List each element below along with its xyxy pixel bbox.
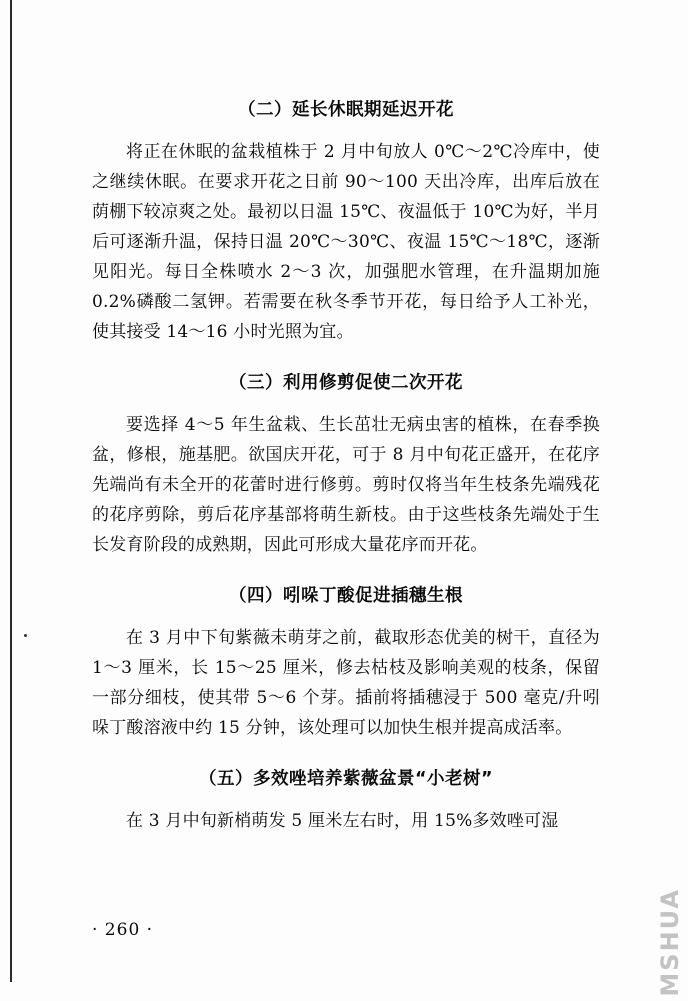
scan-speck — [24, 634, 27, 637]
section-paragraph: 在 3 月中旬新梢萌发 5 厘米左右时，用 15%多效唑可湿 — [126, 811, 559, 831]
section-paragraph: 将正在休眠的盆栽植株于 2 月中旬放人 0℃～2℃冷库中，使之继续休眠。在要求开花之日前 90～100 天出冷库，出库后放在荫棚下较凉爽之处。最初以日温 15℃、夜温低于 10℃为好，半月后可逐渐升温，保持日温 20℃～30℃、夜温 15℃～18℃，逐渐见阳光。每日全株喷水 2～3 次，加强肥水管理，在升温期加施 0.2%磷酸二氢钾。若需要在秋冬季节开花，每日给予人工补光，使其接受 14～16 小时光照为宜。 — [92, 142, 600, 342]
page-number: · 260 · — [92, 920, 154, 940]
section-block — [92, 96, 600, 347]
page-edge-rule-top — [10, 0, 12, 62]
section-heading: （五）多效唑培养紫薇盆景“小老树” — [198, 769, 493, 789]
section-heading: （三）利用修剪促使二次开花 — [229, 373, 463, 393]
section-block — [92, 582, 600, 743]
section-paragraph: 要选择 4～5 年生盆栽、生长茁壮无病虫害的植株，在春季换盆，修根，施基肥。欲国庆开花，可于 8 月中旬花正盛开，在花序先端尚有未全开的花蕾时进行修剪。剪时仅将当年生枝条先端残花的花序剪除，剪后花序基部将萌生新枝。由于这些枝条先端处于生长发育阶段的成熟期，因此可形成大量花序而开花。 — [92, 415, 600, 555]
watermark: MSHUA — [656, 888, 684, 997]
page-edge-rule-bottom — [10, 62, 12, 982]
section-block — [92, 765, 600, 836]
section-heading: （四）吲哚丁酸促进插穗生根 — [229, 586, 463, 606]
section-heading: （二）延长休眠期延迟开花 — [238, 100, 454, 120]
section-paragraph: 在 3 月中下旬紫薇未萌芽之前，截取形态优美的树干，直径为 1～3 厘米，长 15～25 厘米，修去枯枝及影响美观的枝条，保留一部分细枝，使其带 5～6 个芽。插前将插穗浸于 500 毫克/升吲哚丁酸溶液中约 15 分钟，该处理可以加快生根并提高成活率。 — [92, 628, 600, 738]
page-content — [92, 96, 600, 858]
section-block — [92, 369, 600, 560]
